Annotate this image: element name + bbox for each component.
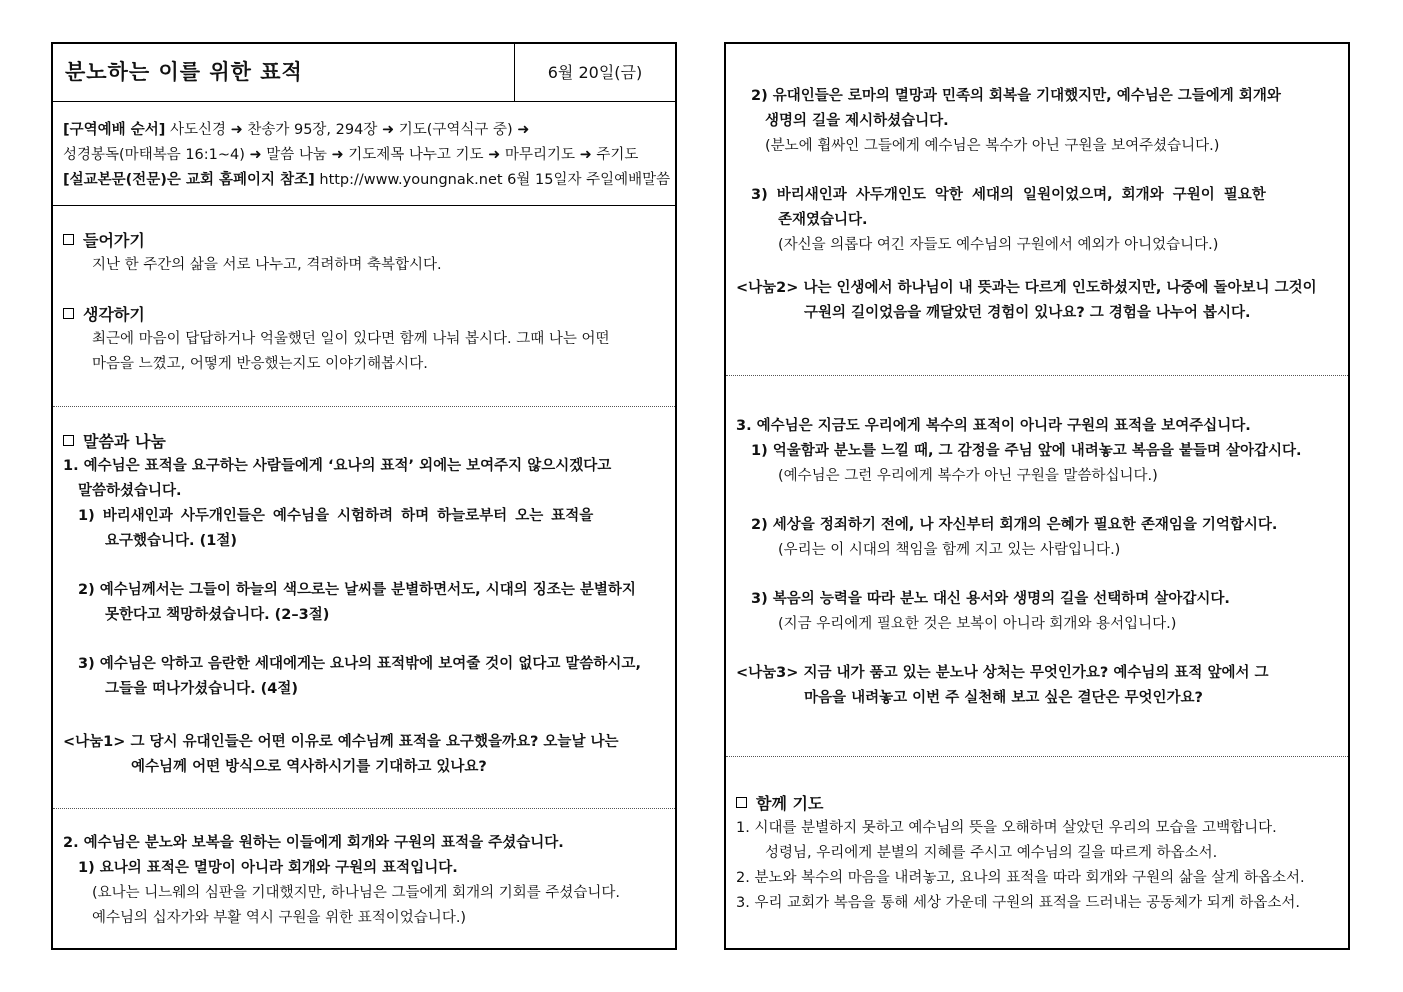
- word-heading: 말씀과 나눔: [63, 429, 667, 454]
- point-1-2: 2) 예수님께서는 그들이 하늘의 색으로는 날씨를 분별하면서도, 시대의 징조는 분별하지: [78, 582, 636, 598]
- intro-text: 지난 한 주간의 삶을 서로 나누고, 격려하며 축복합시다.: [92, 257, 442, 273]
- order-line-3: [63, 168, 671, 193]
- point-1-1-cont: 요구했습니다. (1절): [105, 533, 237, 549]
- header-row: [53, 44, 675, 102]
- prayer-1-cont: 성령님, 우리에게 분별의 지혜를 주시고 예수님의 길을 따르게 하옵소서.: [765, 845, 1218, 861]
- point-1-cont: 말씀하셨습니다.: [78, 483, 182, 499]
- point-1-3-cont: 그들을 떠나가셨습니다. (4절): [105, 681, 299, 697]
- order-heading: [구역예배 순서]: [63, 122, 166, 138]
- point-2: 2. 예수님은 분노와 보복을 원하는 이들에게 회개와 구원의 표적을 주셨습니다.: [63, 835, 564, 851]
- point-3-3-note: (지금 우리에게 필요한 것은 보복이 아니라 회개와 용서입니다.): [778, 616, 1177, 632]
- point-2-section: [53, 809, 675, 931]
- point-2-2-cont: 생명의 길을 제시하셨습니다.: [765, 113, 949, 129]
- point-2-1-note: (요나는 니느웨의 심판을 기대했지만, 하나님은 그들에게 회개의 기회를 주셨습니다.: [92, 885, 620, 901]
- point-2-3-note: (자신을 의롭다 여긴 자들도 예수님의 구원에서 예외가 아니었습니다.): [778, 237, 1219, 253]
- point-3-2-note: (우리는 이 시대의 책임을 함께 지고 있는 사람입니다.): [778, 542, 1121, 558]
- prayer-2: 2. 분노와 복수의 마음을 내려놓고, 요나의 표적을 따라 회개와 구원의 삶을 살게 하옵소서.: [736, 870, 1305, 886]
- point-3-1: 1) 억울함과 분노를 느낄 때, 그 감정을 주님 앞에 내려놓고 복음을 붙들며 살아갑시다.: [751, 443, 1302, 459]
- sermon-ref-heading: [설교본문(전문)은 교회 홈페이지 참조]: [63, 172, 315, 188]
- prayer-section: [726, 757, 1348, 916]
- think-text-2: 마음을 느꼈고, 어떻게 반응했는지도 이야기해봅시다.: [92, 356, 428, 372]
- point-1-1: 1) 바리새인과 사두개인들은 예수님을 시험하려 하며 하늘로부터 오는 표적을: [78, 508, 594, 524]
- share-1: <나눔1> 그 당시 유대인들은 어떤 이유로 예수님께 표적을 요구했을까요? 오늘날 나는: [63, 734, 619, 750]
- point-2-3: 3) 바리새인과 사두개인도 악한 세대의 일원이었으며, 회개와 구원이 필요한: [751, 187, 1266, 203]
- point-3: 3. 예수님은 지금도 우리에게 복수의 표적이 아니라 구원의 표적을 보여주십니다.: [736, 418, 1251, 434]
- think-heading: 생각하기: [63, 302, 667, 327]
- point-1: 1. 예수님은 표적을 요구하는 사람들에게 ‘요나의 표적’ 외에는 보여주지 않으시겠다고: [63, 458, 612, 474]
- share-2-cont: 구원의 길이었음을 깨달았던 경험이 있나요? 그 경험을 나누어 봅시다.: [804, 305, 1251, 321]
- page-title: 분노하는 이를 위한 표적: [65, 60, 303, 84]
- think-text-1: 최근에 마음이 답답하거나 억울했던 일이 있다면 함께 나눠 봅시다. 그때 나는 어떤: [92, 331, 610, 347]
- point-3-2: 2) 세상을 정죄하기 전에, 나 자신부터 회개의 은혜가 필요한 존재임을 기억합시다.: [751, 517, 1278, 533]
- point-2-1-note-cont: 예수님의 십자가와 부활 역시 구원을 위한 표적이었습니다.): [92, 910, 467, 926]
- share-2: <나눔2> 나는 인생에서 하나님이 내 뜻과는 다르게 인도하셨지만, 나중에 돌아보니 그것이: [736, 280, 1317, 296]
- order-line-1: [63, 118, 667, 143]
- point-2-3-cont: 존재였습니다.: [778, 212, 868, 228]
- order-sequence: 사도신경 ➜ 찬송가 95장, 294장 ➜ 기도(구역식구 중) ➜: [165, 122, 530, 138]
- order-line-2: 성경봉독(마태복음 16:1~4) ➜ 말씀 나눔 ➜ 기도제목 나누고 기도 ➜ 마무리기도 ➜ 주기도: [63, 147, 639, 163]
- right-page: [724, 42, 1350, 950]
- point-2-1: 1) 요나의 표적은 멸망이 아니라 회개와 구원의 표적입니다.: [78, 860, 458, 876]
- intro-heading: 들어가기: [63, 228, 667, 253]
- word-section: [53, 407, 675, 809]
- intro-section: [53, 206, 675, 407]
- worship-order: [53, 102, 675, 206]
- prayer-1: 1. 시대를 분별하지 못하고 예수님의 뜻을 오해하며 살았던 우리의 모습을 고백합니다.: [736, 820, 1277, 836]
- sermon-ref-text: http://www.youngnak.net 6월 15일자 주일예배말씀: [314, 172, 671, 188]
- date-label: 6월 20일(금): [514, 44, 675, 101]
- point-3-3: 3) 복음의 능력을 따라 분노 대신 용서와 생명의 길을 선택하며 살아갑시다.: [751, 591, 1230, 607]
- prayer-3: 3. 우리 교회가 복음을 통해 세상 가운데 구원의 표적을 드러내는 공동체가 되게 하옵소서.: [736, 895, 1300, 911]
- left-page: [51, 42, 677, 950]
- prayer-heading: 함께 기도: [736, 791, 1340, 816]
- share-3-cont: 마음을 내려놓고 이번 주 실천해 보고 싶은 결단은 무엇인가요?: [804, 690, 1203, 706]
- point-1-3: 3) 예수님은 악하고 음란한 세대에게는 요나의 표적밖에 보여줄 것이 없다고 말씀하시고,: [78, 656, 641, 672]
- point-2-2: 2) 유대인들은 로마의 멸망과 민족의 회복을 기대했지만, 예수님은 그들에게 회개와: [751, 88, 1281, 104]
- point-2-2-note: (분노에 휩싸인 그들에게 예수님은 복수가 아닌 구원을 보여주셨습니다.): [765, 138, 1220, 154]
- share-3: <나눔3> 지금 내가 품고 있는 분노나 상처는 무엇인가요? 예수님의 표적 앞에서 그: [736, 665, 1269, 681]
- point-2-cont-section: [726, 44, 1348, 376]
- share-1-cont: 예수님께 어떤 방식으로 역사하시기를 기대하고 있나요?: [131, 759, 487, 775]
- point-3-section: [726, 376, 1348, 757]
- point-3-1-note: (예수님은 그런 우리에게 복수가 아닌 구원을 말씀하십니다.): [778, 468, 1158, 484]
- point-1-2-cont: 못한다고 책망하셨습니다. (2–3절): [105, 607, 330, 623]
